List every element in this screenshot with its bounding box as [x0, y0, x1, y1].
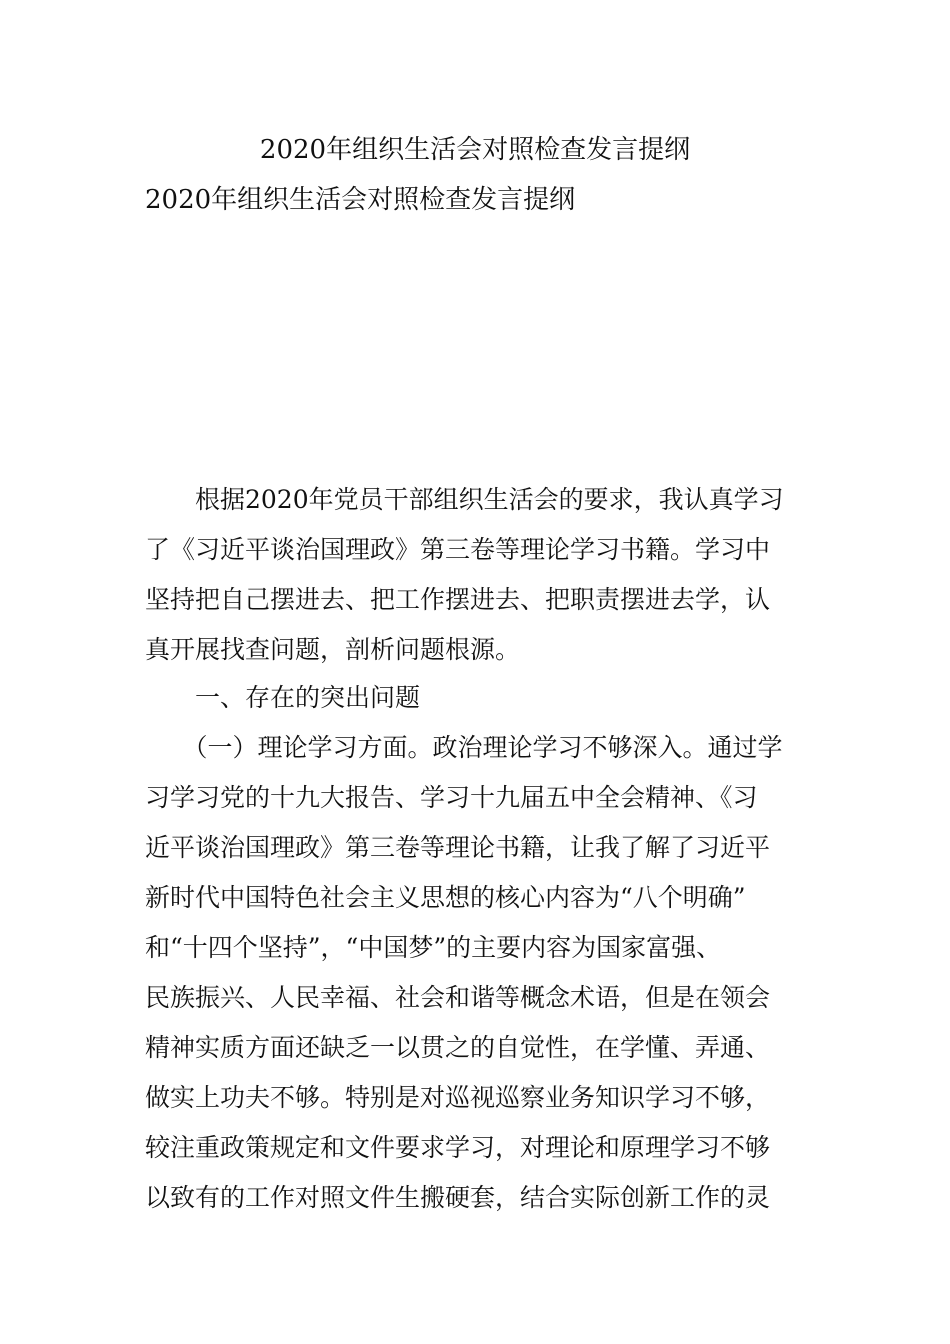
paragraph-line: 新时代中国特色社会主义思想的核心内容为“八个明确” [145, 883, 746, 912]
section-heading: 一、存在的突出问题 [145, 683, 421, 712]
paragraph-line: 近平谈治国理政》第三卷等理论书籍，让我了解了习近平 [145, 833, 771, 862]
paragraph-line: 坚持把自己摆进去、把工作摆进去、把职责摆进去学，认 [145, 585, 771, 614]
paragraph-line: 习学习党的十九大报告、学习十九届五中全会精神、《习 [145, 783, 758, 812]
paragraph-line: 做实上功夫不够。特别是对巡视巡察业务知识学习不够， [145, 1083, 771, 1112]
paragraph-line: 根据2020年党员干部组织生活会的要求，我认真学习 [145, 485, 784, 514]
paragraph-line: （一）理论学习方面。政治理论学习不够深入。通过学 [145, 733, 783, 762]
paragraph-line: 了《习近平谈治国理政》第三卷等理论学习书籍。学习中 [145, 535, 771, 564]
paragraph-line: 真开展找查问题，剖析问题根源。 [145, 635, 521, 664]
paragraph-line: 和“十四个坚持”，“中国梦”的主要内容为国家富强、 [145, 933, 722, 962]
document-title-left: 2020年组织生活会对照检查发言提纲 [145, 185, 576, 215]
paragraph-line: 较注重政策规定和文件要求学习，对理论和原理学习不够 [145, 1133, 771, 1162]
paragraph-line: 以致有的工作对照文件生搬硬套，结合实际创新工作的灵 [145, 1183, 771, 1212]
paragraph-line: 民族振兴、人民幸福、社会和谐等概念术语，但是在领会 [145, 983, 771, 1012]
paragraph-line: 精神实质方面还缺乏一以贯之的自觉性，在学懂、弄通、 [145, 1033, 771, 1062]
document-title-centered: 2020年组织生活会对照检查发言提纲 [259, 135, 691, 165]
